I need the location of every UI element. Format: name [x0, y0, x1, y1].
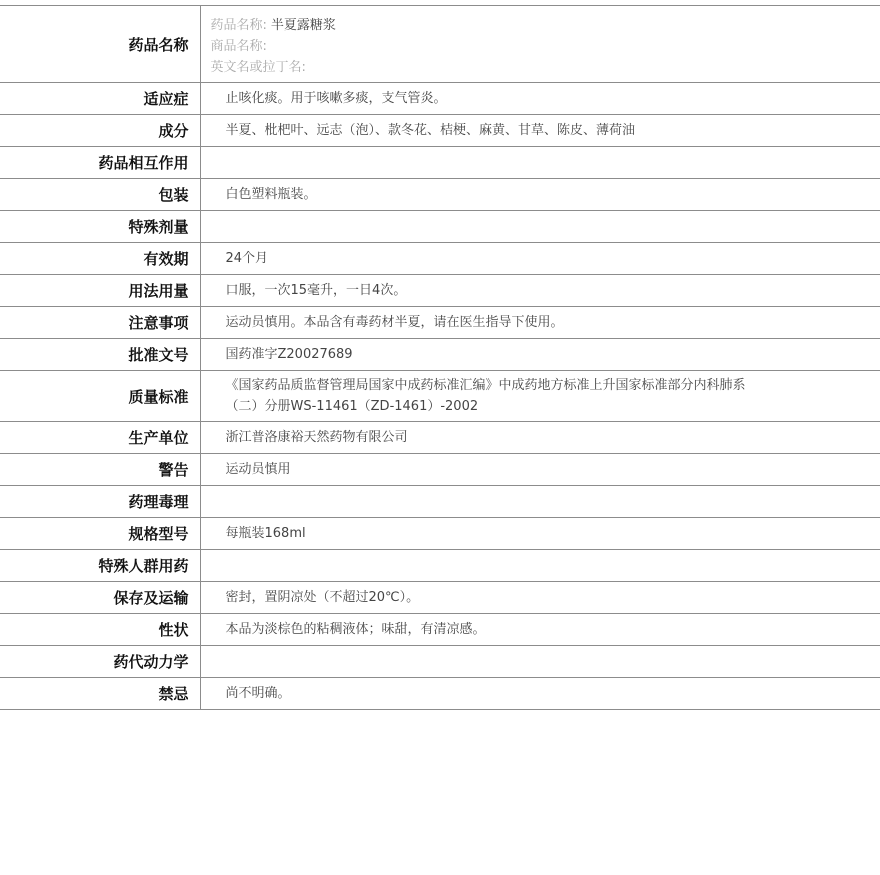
row-label: 生产单位 [0, 422, 200, 454]
row-label: 批准文号 [0, 339, 200, 371]
quality-standard-line-2: （二）分册WS-11461（ZD-1461）-2002 [226, 396, 880, 417]
row-value: 运动员慎用。本品含有毒药材半夏，请在医生指导下使用。 [200, 307, 880, 339]
row-interactions [0, 147, 880, 179]
row-quality-standard [0, 371, 880, 422]
row-description [0, 614, 880, 646]
row-label: 药理毒理 [0, 486, 200, 518]
row-value: 尚不明确。 [200, 678, 880, 710]
row-value: 国药准字Z20027689 [200, 339, 880, 371]
row-value: 每瓶装168ml [200, 518, 880, 550]
row-value: 密封，置阴凉处（不超过20℃）。 [200, 582, 880, 614]
row-label: 注意事项 [0, 307, 200, 339]
english-name-label: 英文名或拉丁名: [211, 60, 306, 75]
row-manufacturer [0, 422, 880, 454]
row-label: 质量标准 [0, 371, 200, 422]
row-contraindications [0, 678, 880, 710]
row-label: 包装 [0, 179, 200, 211]
row-special-dosage [0, 211, 880, 243]
row-value: 止咳化痰。用于咳嗽多痰，支气管炎。 [200, 83, 880, 115]
row-usage-dosage [0, 275, 880, 307]
row-label: 用法用量 [0, 275, 200, 307]
row-pharmacology-toxicology [0, 486, 880, 518]
row-ingredients [0, 115, 880, 147]
row-value [200, 147, 880, 179]
row-label: 药品相互作用 [0, 147, 200, 179]
row-value [200, 211, 880, 243]
generic-name-value: 半夏露糖浆 [271, 18, 336, 33]
row-label: 特殊剂量 [0, 211, 200, 243]
drug-names-cell [200, 6, 880, 83]
row-label: 警告 [0, 454, 200, 486]
row-pharmacokinetics [0, 646, 880, 678]
row-label: 药代动力学 [0, 646, 200, 678]
row-value: 浙江普洛康裕天然药物有限公司 [200, 422, 880, 454]
row-label: 适应症 [0, 83, 200, 115]
row-value: 24个月 [200, 243, 880, 275]
english-name-line [211, 57, 880, 78]
row-value: 运动员慎用 [200, 454, 880, 486]
row-value: 白色塑料瓶装。 [200, 179, 880, 211]
row-label: 成分 [0, 115, 200, 147]
row-value [200, 550, 880, 582]
row-label: 特殊人群用药 [0, 550, 200, 582]
generic-name-line [211, 15, 880, 36]
row-packaging [0, 179, 880, 211]
row-shelf-life [0, 243, 880, 275]
row-value [200, 486, 880, 518]
row-label: 规格型号 [0, 518, 200, 550]
row-label: 有效期 [0, 243, 200, 275]
row-value: 半夏、枇杷叶、远志（泡）、款冬花、桔梗、麻黄、甘草、陈皮、薄荷油 [200, 115, 880, 147]
row-value [200, 371, 880, 422]
row-approval-number [0, 339, 880, 371]
generic-name-label: 药品名称: [211, 18, 267, 33]
row-special-populations [0, 550, 880, 582]
row-warning [0, 454, 880, 486]
row-precautions [0, 307, 880, 339]
row-label: 禁忌 [0, 678, 200, 710]
row-label: 性状 [0, 614, 200, 646]
row-storage-transport [0, 582, 880, 614]
row-drug-names [0, 6, 880, 83]
trade-name-label: 商品名称: [211, 39, 267, 54]
row-value: 本品为淡棕色的粘稠液体；味甜，有清凉感。 [200, 614, 880, 646]
quality-standard-line-1: 《国家药品质监督管理局国家中成药标准汇编》中成药地方标准上升国家标准部分内科肺系 [226, 375, 880, 396]
row-specification [0, 518, 880, 550]
row-value: 口服，一次15毫升，一日4次。 [200, 275, 880, 307]
row-indications [0, 83, 880, 115]
row-value [200, 646, 880, 678]
drug-spec-table [0, 5, 880, 710]
row-label: 药品名称 [0, 6, 200, 83]
trade-name-line [211, 36, 880, 57]
row-label: 保存及运输 [0, 582, 200, 614]
